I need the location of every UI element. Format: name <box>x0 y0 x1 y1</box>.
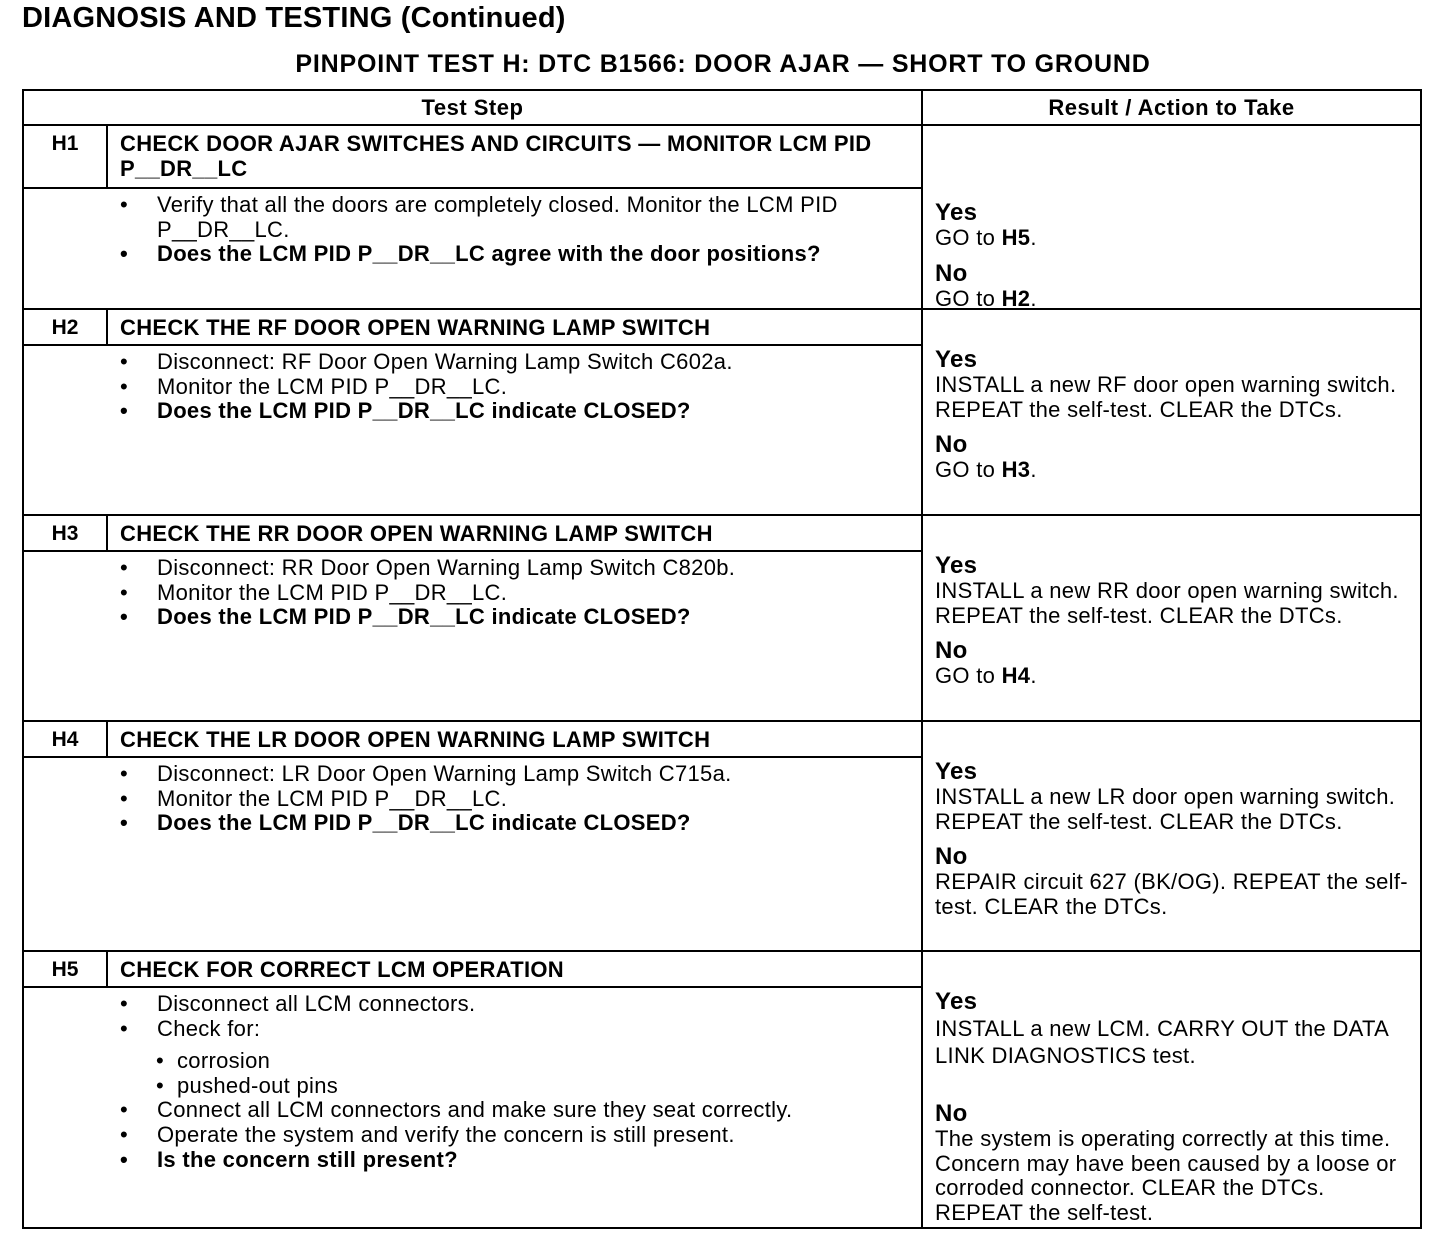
pinpoint-test-title: PINPOINT TEST H: DTC B1566: DOOR AJAR — SHORT TO GROUND <box>295 50 1151 78</box>
column-header-test-step: Test Step <box>24 91 923 126</box>
step-title: CHECK DOOR AJAR SWITCHES AND CIRCUITS — MONITOR LCM PID P__DR__LC <box>108 126 923 189</box>
action-item: • Disconnect: RF Door Open Warning Lamp Switch C602a. <box>24 350 921 375</box>
step-actions <box>24 346 923 514</box>
step-result <box>923 979 1420 1225</box>
result-yes-label: Yes <box>935 346 978 373</box>
action-question: • Does the LCM PID P__DR__LC agree with the door positions? <box>24 242 921 267</box>
step-title: CHECK FOR CORRECT LCM OPERATION <box>108 952 923 988</box>
result-no-label: No <box>935 843 968 871</box>
result-yes-label: Yes <box>935 552 978 579</box>
step-title: CHECK THE RR DOOR OPEN WARNING LAMP SWITCH <box>108 516 923 552</box>
step-id: H1 <box>24 126 108 189</box>
result-no-text: GO to H2. <box>935 285 1037 311</box>
action-question: • Does the LCM PID P__DR__LC indicate CLOSED? <box>24 605 921 630</box>
result-yes-label: Yes <box>935 199 978 226</box>
result-no-text: GO to H4. <box>935 663 1037 689</box>
column-header-result: Result / Action to Take <box>923 91 1420 126</box>
action-item: • Disconnect: RR Door Open Warning Lamp Switch C820b. <box>24 556 921 581</box>
check-item: • corrosion <box>156 1048 271 1074</box>
step-actions <box>24 189 923 308</box>
test-step-h5 <box>24 952 1420 1227</box>
result-yes-text: INSTALL a new LCM. CARRY OUT the DATA LINK DIAGNOSTICS test. <box>935 1016 1388 1068</box>
page-title: DIAGNOSIS AND TESTING (Continued) <box>22 2 566 34</box>
test-step-h2 <box>24 310 1420 516</box>
result-yes-text: INSTALL a new LR door open warning switch. REPEAT the self-test. CLEAR the DTCs. <box>935 784 1396 834</box>
step-result <box>923 749 1420 919</box>
step-actions <box>24 988 923 1227</box>
action-question: • Does the LCM PID P__DR__LC indicate CLOSED? <box>24 399 921 424</box>
step-id: H4 <box>24 722 108 758</box>
step-title: CHECK THE RF DOOR OPEN WARNING LAMP SWITCH <box>108 310 923 346</box>
step-actions <box>24 552 923 720</box>
step-result <box>923 190 1420 311</box>
action-item: • Operate the system and verify the concern is still present. <box>24 1123 921 1148</box>
action-question: • Is the concern still present? <box>24 1148 921 1173</box>
result-no-label: No <box>935 431 968 459</box>
action-item: • Check for: <box>24 1017 921 1042</box>
pinpoint-test-table <box>22 89 1422 1229</box>
result-no-label: No <box>935 637 968 665</box>
action-item: • Monitor the LCM PID P__DR__LC. <box>24 787 921 812</box>
result-yes-text: INSTALL a new RF door open warning switch. REPEAT the self-test. CLEAR the DTCs. <box>935 372 1397 422</box>
check-item: • pushed-out pins <box>156 1072 339 1098</box>
action-question: • Does the LCM PID P__DR__LC indicate CLOSED? <box>24 811 921 836</box>
step-result <box>923 337 1420 483</box>
result-no-label: No <box>935 1100 968 1127</box>
step-title: CHECK THE LR DOOR OPEN WARNING LAMP SWITCH <box>108 722 923 758</box>
step-id: H5 <box>24 952 108 988</box>
step-actions <box>24 758 923 950</box>
step-id: H3 <box>24 516 108 552</box>
result-no-text: The system is operating correctly at this time. Concern may have been caused by a loose or corroded connector. CLEAR the DTCs. REPEAT the self-test. <box>935 1126 1397 1225</box>
action-item: • Monitor the LCM PID P__DR__LC. <box>24 581 921 606</box>
test-step-h3 <box>24 516 1420 722</box>
action-item: • Verify that all the doors are completely closed. Monitor the LCM PID P__DR__LC. <box>24 193 921 242</box>
result-yes-text: GO to H5. <box>935 225 1037 250</box>
step-id: H2 <box>24 310 108 346</box>
result-yes-label: Yes <box>935 758 978 785</box>
result-yes-label: Yes <box>935 988 978 1015</box>
action-item: • Connect all LCM connectors and make sure they seat correctly. <box>24 1098 921 1123</box>
action-item: • Disconnect all LCM connectors. <box>24 992 921 1017</box>
action-item: • Disconnect: LR Door Open Warning Lamp Switch C715a. <box>24 762 921 787</box>
result-yes-text: INSTALL a new RR door open warning switch. REPEAT the self-test. CLEAR the DTCs. <box>935 578 1399 628</box>
step-result <box>923 543 1420 689</box>
action-item: • Monitor the LCM PID P__DR__LC. <box>24 375 921 400</box>
test-step-h1 <box>24 126 1420 310</box>
result-no-text: REPAIR circuit 627 (BK/OG). REPEAT the self-test. CLEAR the DTCs. <box>935 869 1408 919</box>
test-step-h4 <box>24 722 1420 952</box>
result-no-label: No <box>935 259 968 287</box>
result-no-text: GO to H3. <box>935 457 1037 483</box>
